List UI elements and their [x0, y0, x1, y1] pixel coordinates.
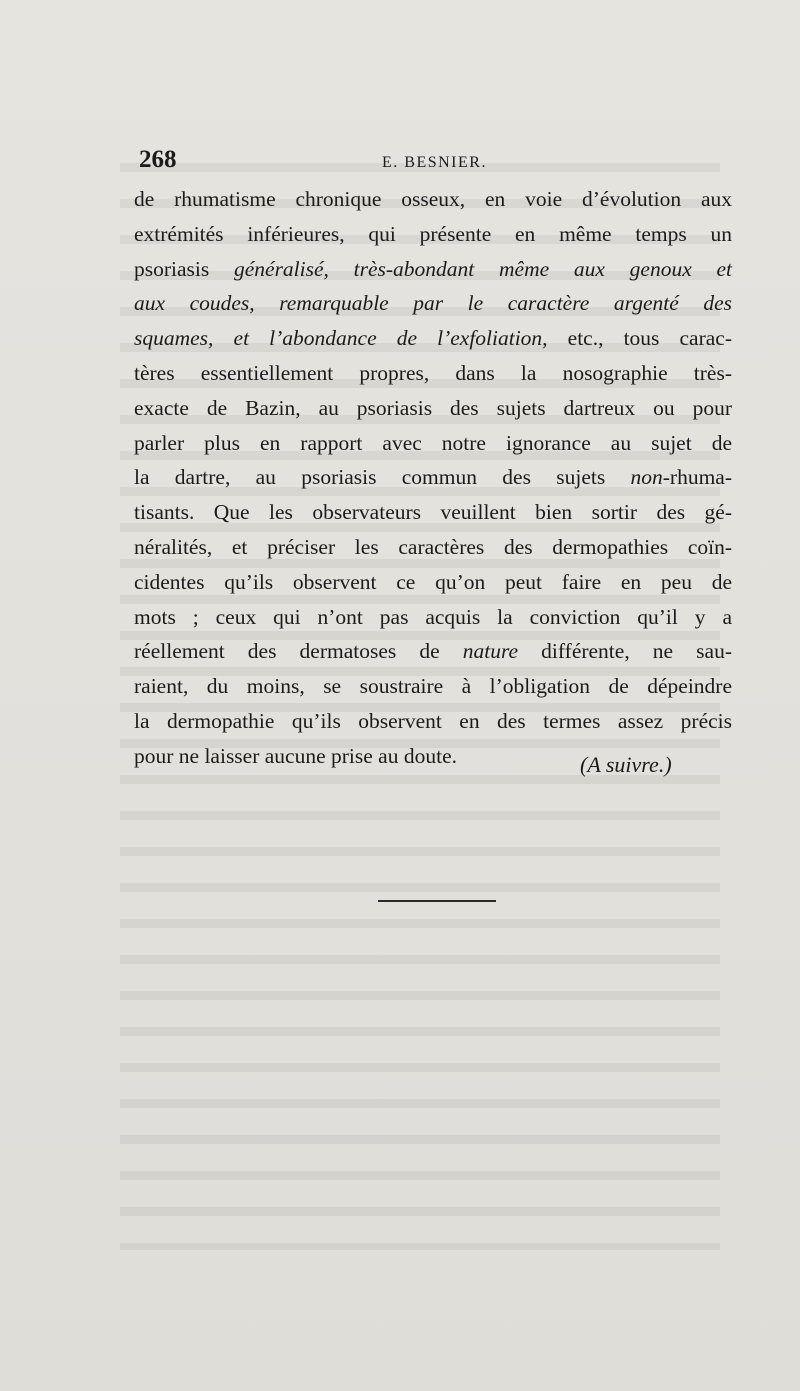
- text-line: [134, 669, 732, 704]
- text-span: réellement des dermatoses de: [134, 639, 463, 664]
- italic-span: nature: [462, 639, 519, 664]
- italic-span: squames, et l’abondance de l’exfoliation,: [134, 326, 548, 351]
- text-line: [134, 530, 732, 565]
- italic-span: généralisé, très-abondant même aux genoux et: [233, 256, 732, 281]
- text-span: etc., tous carac-: [547, 326, 732, 351]
- text-span: la dartre, au psoriasis commun des sujets: [134, 465, 631, 490]
- text-span: parler plus en rapport avec notre ignorance au sujet de: [134, 430, 732, 455]
- running-head: [135, 146, 730, 186]
- to-be-continued-note: (A suivre.): [580, 752, 672, 777]
- text-span: exacte de Bazin, au psoriasis des sujets dartreux ou pour: [134, 395, 732, 420]
- text-line: [134, 356, 732, 391]
- text-line: [134, 495, 732, 530]
- text-span: mots ; ceux qui n’ont pas acquis la conviction qu’il y a: [134, 604, 732, 629]
- text-span: extrémités inférieures, qui présente en même temps un: [134, 221, 732, 246]
- text-line: [134, 704, 732, 739]
- text-span: de rhumatisme chronique osseux, en voie d’évolution aux: [134, 187, 732, 211]
- text-line: [134, 217, 732, 252]
- italic-span: non: [630, 465, 663, 490]
- italic-span: aux coudes, remarquable par le caractère argenté des: [134, 291, 732, 316]
- text-line: [134, 391, 732, 426]
- text-span: raient, du moins, se soustraire à l’obligation de dépeindre: [134, 674, 732, 699]
- body-paragraph: [134, 182, 732, 774]
- text-span: tisants. Que les observateurs veuillent bien sortir des gé-: [134, 500, 732, 525]
- text-span: la dermopathie qu’ils observent en des termes assez précis: [134, 708, 732, 733]
- text-line: [134, 460, 732, 495]
- text-span: néralités, et préciser les caractères des dermopathies coïn-: [134, 534, 732, 559]
- text-line: [134, 634, 732, 669]
- text-line: [134, 286, 732, 321]
- text-line: [134, 426, 732, 461]
- text-span: psoriasis: [134, 256, 234, 281]
- page-number: 268: [139, 146, 177, 173]
- end-rule: [378, 900, 496, 902]
- text-line: [134, 252, 732, 287]
- text-line: [134, 182, 732, 217]
- text-span: -rhuma-: [662, 465, 732, 490]
- text-span: pour ne laisser aucune prise au doute.: [134, 743, 457, 768]
- text-line: [134, 565, 732, 600]
- text-span: cidentes qu’ils observent ce qu’on peut faire en peu de: [134, 569, 732, 594]
- text-line: [134, 321, 732, 356]
- running-head-author: E. BESNIER.: [382, 154, 487, 171]
- text-span: tères essentiellement propres, dans la nosographie très-: [134, 360, 732, 385]
- text-span: différente, ne sau-: [518, 639, 732, 664]
- text-line: [134, 600, 732, 635]
